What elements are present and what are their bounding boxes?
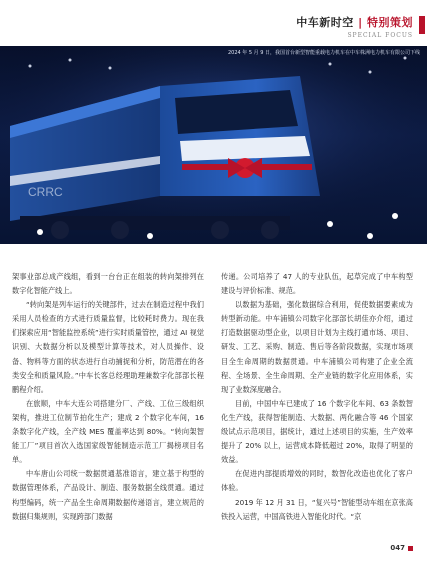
header-accent-bar bbox=[419, 16, 425, 34]
page-number: 047 bbox=[390, 544, 405, 552]
magazine-title: 中车新时空 bbox=[296, 16, 354, 29]
paragraph: 2019 年 12 月 31 日，“复兴号”智能型动车组在京张高铁投入运营，中国高铁进入智能化时代。“京 bbox=[221, 497, 413, 521]
paragraph: 在促进内部提质增效的同时，数智化改造也优化了客户体验。 bbox=[221, 469, 413, 493]
section-title: 特别策划 bbox=[367, 16, 413, 29]
photo-caption: 2024 年 5 月 9 日，我国首台新型智能重载电力机车在中车株洲电力机车有限公司下线 bbox=[227, 50, 420, 56]
article-column-right bbox=[221, 270, 413, 524]
article-column-left bbox=[12, 270, 204, 524]
paragraph: 中车唐山公司统一数据贯通基准语言，建立基于构型的数据管理体系，产品设计、制造、服务数据全线贯通。通过构型编码，统一产品全生命周期数据传递语言，建立规范的数据归集规则，实现跨部门数据 bbox=[12, 469, 204, 521]
paragraph: 目前，中国中车已建成了 16 个数字化车间、63 条数智化生产线，获得智能制造、大数据、两化融合等 46 个国家级试点示范项目，据统计，通过上述项目的实施，生产效率提升了 20% 以上，运营成本降低超过 20%，取得了明显的效益。 bbox=[221, 398, 413, 465]
paragraph: “转向架是列车运行的关键部件，过去在制造过程中我们采用人员检查的方式进行质量监督，比较耗时费力。现在我们探索应用“智能监控系统”进行实时质量管控，通过 AI 视觉识别、大数据分析以及模型计算等技术，对人员操作、设备、物料等方面的状态进行自动捕捉和分析，防范潜在的各类安全和质量风险。”中车长客总经理助理兼数字化部部长程鹏程介绍。 bbox=[12, 300, 204, 394]
locomotive-photo bbox=[0, 46, 427, 244]
paragraph: 传递。公司培养了 47 人的专业队伍，起草完成了中车构型建设与评价标准、规范。 bbox=[221, 272, 413, 296]
page-number-marker bbox=[408, 546, 413, 551]
locomotive-nameplate: CRRC bbox=[28, 185, 63, 199]
locomotive-illustration bbox=[0, 46, 427, 244]
masthead-separator: | bbox=[358, 16, 363, 29]
magazine-masthead bbox=[296, 14, 413, 39]
paragraph: 架事业部总成产线组，看到一台台正在组装的转向架排列在数字化智能产线上。 bbox=[12, 272, 204, 296]
paragraph: 在旅顺，中车大连公司搭建分厂、产线、工位三级组织架构，推进工位制节拍化生产；建成 2 个数字化车间，16 条数字化产线，全产线 MES 覆盖率达到 80%。“转向架智能工厂”项目首次入选国家级智能制造示范工厂揭榜项目名单。 bbox=[12, 398, 204, 465]
paragraph: 以数据为基础，强化数据综合利用，促使数据要素成为转型新动能。中车浦镇公司数字化部部长胡佳亦介绍，通过打造数据驱动型企业，以项目计划为主线打通市场、项目、研发、工艺、采购、制造、售后等各阶段数据，实现市场项目全生命周期的数据贯通。中车浦镇公司构建了企业全流程、全场景、全生命周期、全产业链的数字化应用体系，实现了业数深度融合。 bbox=[221, 300, 413, 394]
section-subtitle: SPECIAL FOCUS bbox=[347, 32, 413, 39]
